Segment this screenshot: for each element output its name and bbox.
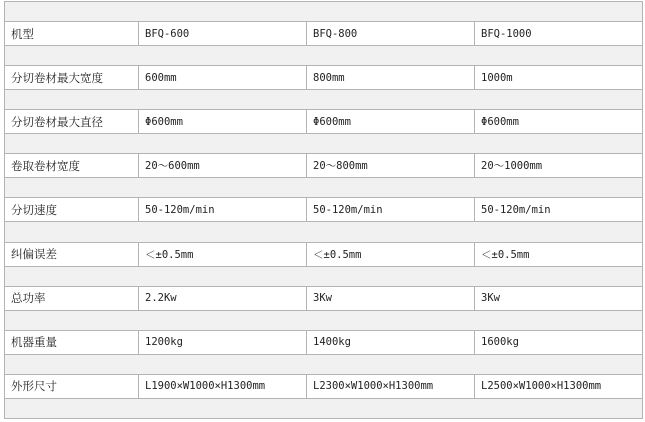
table-row-max-diameter bbox=[5, 110, 643, 134]
spacer-row bbox=[5, 90, 643, 110]
spacer-cell bbox=[5, 222, 643, 242]
value-cell-bfq-600: BFQ-600 bbox=[139, 22, 307, 46]
spacer-row bbox=[5, 222, 643, 242]
table-row-total-power bbox=[5, 286, 643, 310]
value-cell-bfq-800: 800mm bbox=[307, 66, 475, 90]
spacer-cell bbox=[5, 354, 643, 374]
spacer-row bbox=[5, 310, 643, 330]
spec-table bbox=[4, 1, 643, 419]
value-cell-bfq-1000: L2500×W1000×H1300mm bbox=[475, 374, 643, 398]
value-cell-bfq-1000: 1000m bbox=[475, 66, 643, 90]
spacer-row bbox=[5, 398, 643, 418]
value-cell-bfq-1000: BFQ-1000 bbox=[475, 22, 643, 46]
spacer-cell bbox=[5, 2, 643, 22]
value-cell-bfq-800: BFQ-800 bbox=[307, 22, 475, 46]
value-cell-bfq-600: 50-120m/min bbox=[139, 198, 307, 222]
value-cell-bfq-600: L1900×W1000×H1300mm bbox=[139, 374, 307, 398]
spacer-row bbox=[5, 266, 643, 286]
table-row-dimensions bbox=[5, 374, 643, 398]
value-cell-bfq-600: 20～600mm bbox=[139, 154, 307, 178]
value-cell-bfq-800: 3Kw bbox=[307, 286, 475, 310]
spacer-row bbox=[5, 354, 643, 374]
row-label: 分切速度 bbox=[5, 198, 139, 222]
value-cell-bfq-600: Φ600mm bbox=[139, 110, 307, 134]
spacer-row bbox=[5, 2, 643, 22]
value-cell-bfq-800: 1400kg bbox=[307, 330, 475, 354]
value-cell-bfq-1000: 20～1000mm bbox=[475, 154, 643, 178]
value-cell-bfq-600: 2.2Kw bbox=[139, 286, 307, 310]
row-label: 外形尺寸 bbox=[5, 374, 139, 398]
row-label: 机器重量 bbox=[5, 330, 139, 354]
value-cell-bfq-1000: Φ600mm bbox=[475, 110, 643, 134]
spacer-row bbox=[5, 178, 643, 198]
value-cell-bfq-800: 20～800mm bbox=[307, 154, 475, 178]
value-cell-bfq-800: L2300×W1000×H1300mm bbox=[307, 374, 475, 398]
spacer-row bbox=[5, 134, 643, 154]
value-cell-bfq-1000: 3Kw bbox=[475, 286, 643, 310]
value-cell-bfq-800: ＜±0.5mm bbox=[307, 242, 475, 266]
table-row-model bbox=[5, 22, 643, 46]
value-cell-bfq-600: 600mm bbox=[139, 66, 307, 90]
spacer-cell bbox=[5, 398, 643, 418]
spacer-cell bbox=[5, 266, 643, 286]
table-row-winding-width bbox=[5, 154, 643, 178]
value-cell-bfq-800: Φ600mm bbox=[307, 110, 475, 134]
row-label: 机型 bbox=[5, 22, 139, 46]
value-cell-bfq-1000: 50-120m/min bbox=[475, 198, 643, 222]
value-cell-bfq-800: 50-120m/min bbox=[307, 198, 475, 222]
row-label: 分切卷材最大宽度 bbox=[5, 66, 139, 90]
row-label: 卷取卷材宽度 bbox=[5, 154, 139, 178]
row-label: 纠偏误差 bbox=[5, 242, 139, 266]
spacer-cell bbox=[5, 46, 643, 66]
spacer-cell bbox=[5, 310, 643, 330]
spacer-cell bbox=[5, 90, 643, 110]
table-row-cutting-speed bbox=[5, 198, 643, 222]
table-row-machine-weight bbox=[5, 330, 643, 354]
table-row-deviation-error bbox=[5, 242, 643, 266]
value-cell-bfq-600: ＜±0.5mm bbox=[139, 242, 307, 266]
spacer-cell bbox=[5, 178, 643, 198]
row-label: 总功率 bbox=[5, 286, 139, 310]
value-cell-bfq-600: 1200kg bbox=[139, 330, 307, 354]
row-label: 分切卷材最大直径 bbox=[5, 110, 139, 134]
value-cell-bfq-1000: ＜±0.5mm bbox=[475, 242, 643, 266]
table-row-max-width bbox=[5, 66, 643, 90]
value-cell-bfq-1000: 1600kg bbox=[475, 330, 643, 354]
spacer-cell bbox=[5, 134, 643, 154]
spacer-row bbox=[5, 46, 643, 66]
